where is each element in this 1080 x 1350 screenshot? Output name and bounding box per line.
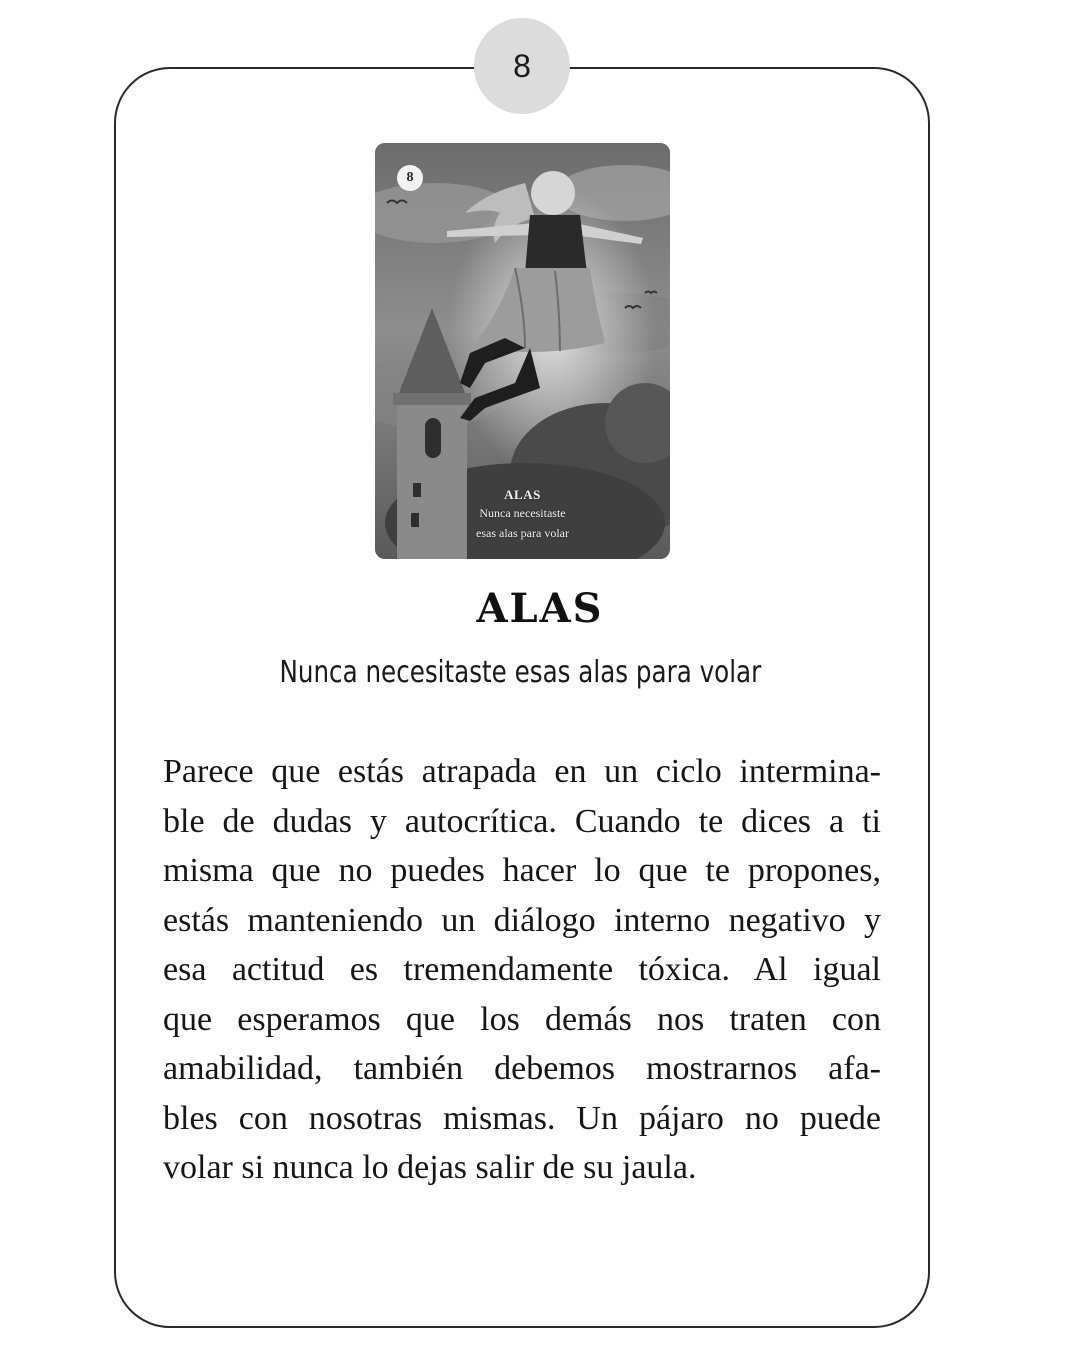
card-caption-subtitle-line1: Nunca necesitaste bbox=[479, 506, 566, 520]
page-subtitle: Nunca necesitaste esas alas para volar bbox=[279, 655, 762, 690]
body-line: que esperamos que los demás nos traten con bbox=[163, 1000, 881, 1038]
body-line: Parece que estás atrapada en un ciclo intermina- bbox=[163, 753, 881, 790]
body-line: misma que no puedes hacer lo que te propones, bbox=[163, 852, 881, 889]
card-caption-subtitle-line2: esas alas para volar bbox=[476, 526, 569, 540]
page-number: 8 bbox=[513, 47, 531, 84]
body-line: volar si nunca lo dejas salir de su jaula. bbox=[163, 1149, 697, 1186]
tarot-card-image bbox=[375, 143, 670, 559]
card-number: 8 bbox=[406, 170, 414, 185]
page-title: ALAS bbox=[476, 585, 604, 632]
card-number-badge bbox=[397, 165, 423, 191]
body-line: bles con nosotras mismas. Un pájaro no puede bbox=[163, 1099, 881, 1137]
body-line: estás manteniendo un diálogo interno negativo y bbox=[163, 901, 881, 939]
card-caption bbox=[435, 486, 610, 543]
body-line: amabilidad, también debemos mostrarnos afa- bbox=[163, 1050, 881, 1087]
page-number-badge bbox=[474, 18, 570, 114]
body-line: esa actitud es tremendamente tóxica. Al igual bbox=[163, 951, 881, 988]
body-paragraph bbox=[163, 747, 881, 1193]
card-caption-title: ALAS bbox=[504, 487, 541, 502]
body-line: ble de dudas y autocrítica. Cuando te dices a ti bbox=[163, 802, 881, 840]
